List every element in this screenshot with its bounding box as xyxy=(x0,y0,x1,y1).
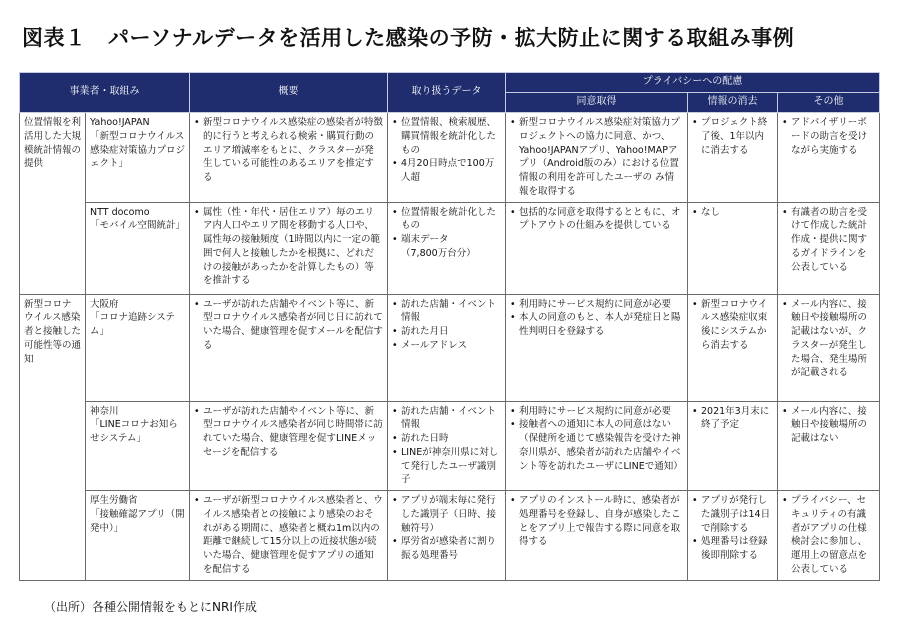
list-item: • アドバイザリーボードの助言を受けながら実施する xyxy=(782,116,875,157)
other-list xyxy=(782,494,875,577)
deletion-cell xyxy=(688,294,778,401)
overview-list xyxy=(194,116,383,185)
overview-list xyxy=(194,494,383,577)
other-cell xyxy=(778,113,880,203)
overview-list xyxy=(194,405,383,460)
other-list xyxy=(782,298,875,381)
table-row xyxy=(20,294,880,401)
data-list xyxy=(392,405,501,488)
overview-list xyxy=(194,206,383,289)
deletion-list xyxy=(692,298,773,353)
header-privacy: プライバシーへの配慮 xyxy=(506,73,880,93)
operator-cell: 神奈川 「LINEコロナお知らせシステム」 xyxy=(86,401,190,491)
list-item: • ユーザが新型コロナウイルス感染者と、ウイルス感染者との接触により感染のおそれがある期間に、感染者と概ね1m以内の距離で継続して15分以上の近接状態が続いた場合、健康管理を促すアプリの通知を配信する xyxy=(194,494,383,577)
list-item: • 包括的な同意を取得するとともに、オプトアウトの仕組みを提供している xyxy=(510,206,683,234)
consent-cell xyxy=(506,113,688,203)
list-item: • 位置情報を統計化したもの xyxy=(392,206,501,234)
consent-list xyxy=(510,405,683,474)
data-list xyxy=(392,494,501,563)
other-cell xyxy=(778,491,880,581)
case-table xyxy=(19,72,880,581)
overview-cell xyxy=(190,113,388,203)
list-item: • アプリが端末毎に発行した識別子（日時、接触符号） xyxy=(392,494,501,535)
list-item: • 訪れた日時 xyxy=(392,432,501,446)
list-item: • メール内容に、接触日や接触場所の記載はない xyxy=(782,405,875,446)
table-row xyxy=(20,491,880,581)
data-list xyxy=(392,206,501,261)
overview-list xyxy=(194,298,383,353)
other-cell xyxy=(778,401,880,491)
overview-cell xyxy=(190,491,388,581)
list-item: • 厚労省が感染者に割り振る処理番号 xyxy=(392,535,501,563)
overview-cell xyxy=(190,401,388,491)
list-item: • アプリが発行した識別子は14日で削除する xyxy=(692,494,773,535)
operator-cell: 厚生労働省 「接触確認アプリ（開発中）」 xyxy=(86,491,190,581)
consent-cell xyxy=(506,491,688,581)
deletion-cell xyxy=(688,491,778,581)
other-cell xyxy=(778,202,880,294)
operator-cell: NTT docomo 「モバイル空間統計」 xyxy=(86,202,190,294)
overview-cell xyxy=(190,294,388,401)
table-row xyxy=(20,401,880,491)
list-item: • 新型コロナウイルス感染症の感染者が特徴的に行うと考えられる検索・購買行動のエリア増減率をもとに、クラスターが発生している可能性のあるエリアを推定する xyxy=(194,116,383,185)
operator-cell: Yahoo!JAPAN 「新型コロナウイルス感染症対策協力プロジェクト」 xyxy=(86,113,190,203)
operator-cell: 大阪府 「コロナ追跡システム」 xyxy=(86,294,190,401)
list-item: • 端末データ （7,800万台分） xyxy=(392,233,501,261)
list-item: • 新型コロナウイルス感染症収束後にシステムから消去する xyxy=(692,298,773,353)
table-row xyxy=(20,113,880,203)
header-operator: 事業者・取組み xyxy=(20,73,190,113)
deletion-list xyxy=(692,116,773,157)
consent-list xyxy=(510,116,683,199)
other-list xyxy=(782,206,875,275)
other-list xyxy=(782,405,875,446)
header-deletion: 情報の消去 xyxy=(688,93,778,113)
list-item: • 処理番号は登録後即削除する xyxy=(692,535,773,563)
header-data: 取り扱うデータ xyxy=(388,73,506,113)
list-item: • アプリのインストール時に、感染者が処理番号を登録し、自身が感染したことをアプリ上で報告する際に同意を取得する xyxy=(510,494,683,549)
list-item: • 訪れた月日 xyxy=(392,325,501,339)
data-cell xyxy=(388,294,506,401)
data-cell xyxy=(388,491,506,581)
consent-list xyxy=(510,206,683,234)
list-item: • 接触者への通知に本人の同意はない（保健所を通じて感染報告を受けた神奈川県が、感染者が訪れた店舗やイベント等を訪れたユーザにLINEで通知） xyxy=(510,418,683,473)
deletion-list xyxy=(692,206,773,220)
list-item: • 位置情報、検索履歴、購買情報を統計化したもの xyxy=(392,116,501,157)
list-item: • 訪れた店舗・イベント情報 xyxy=(392,298,501,326)
overview-cell xyxy=(190,202,388,294)
deletion-cell xyxy=(688,401,778,491)
list-item: • 利用時にサービス規約に同意が必要 xyxy=(510,405,683,419)
deletion-cell xyxy=(688,113,778,203)
table-row xyxy=(20,202,880,294)
page-title: 図表１ パーソナルデータを活用した感染の予防・拡大防止に関する取組み事例 xyxy=(22,26,795,50)
list-item: • LINEが神奈川県に対して発行したユーザ識別子 xyxy=(392,446,501,487)
list-item: • プライバシー、セキュリティの有識者がアプリの仕様検討会に参加し、運用上の留意点を公表している xyxy=(782,494,875,577)
list-item: • メール内容に、接触日や接触場所の記載はないが、クラスターが発生した場合、発生場所が記載される xyxy=(782,298,875,381)
list-item: • 属性（性・年代・居住エリア）毎のエリア内人口やエリア間を移動する人口や、属性毎の接触頻度（1時間以内に一定の範囲で何人と接触したかを根拠に、どれだけの接触があったかを計算したもの）等を推計する xyxy=(194,206,383,289)
category-cell: 新型コロナウイルス感染者と接触した可能性等の通知 xyxy=(20,294,86,581)
other-list xyxy=(782,116,875,157)
list-item: • メールアドレス xyxy=(392,339,501,353)
header-other: その他 xyxy=(778,93,880,113)
list-item: • ユーザが訪れた店舗やイベント等に、新型コロナウイルス感染者が同じ日に訪れていた場合、健康管理を促すメールを配信する xyxy=(194,298,383,353)
list-item: • なし xyxy=(692,206,773,220)
source-note: （出所）各種公開情報をもとにNRI作成 xyxy=(44,600,257,614)
consent-list xyxy=(510,494,683,549)
list-item: • 訪れた店舗・イベント情報 xyxy=(392,405,501,433)
other-cell xyxy=(778,294,880,401)
deletion-list xyxy=(692,405,773,433)
data-list xyxy=(392,298,501,353)
consent-cell xyxy=(506,294,688,401)
list-item: • 新型コロナウイルス感染症対策協力プロジェクトへの協力に同意、かつ、Yahoo!JAPANアプリ、Yahoo!MAPアプリ（Android版のみ）における位置情報の利用を許可したユーザの み情報を取得する xyxy=(510,116,683,199)
consent-cell xyxy=(506,202,688,294)
data-cell xyxy=(388,113,506,203)
list-item: • 4月20日時点で100万人超 xyxy=(392,157,501,185)
consent-list xyxy=(510,298,683,339)
data-list xyxy=(392,116,501,185)
consent-cell xyxy=(506,401,688,491)
header-overview: 概要 xyxy=(190,73,388,113)
header-consent: 同意取得 xyxy=(506,93,688,113)
list-item: • 利用時にサービス規約に同意が必要 xyxy=(510,298,683,312)
deletion-list xyxy=(692,494,773,563)
list-item: • プロジェクト終了後、1年以内に消去する xyxy=(692,116,773,157)
list-item: • 2021年3月末に終了予定 xyxy=(692,405,773,433)
list-item: • 有識者の助言を受けて作成した統計作成・提供に関するガイドラインを公表している xyxy=(782,206,875,275)
category-cell: 位置情報を利活用した大規模統計情報の提供 xyxy=(20,113,86,295)
data-cell xyxy=(388,202,506,294)
deletion-cell xyxy=(688,202,778,294)
list-item: • 本人の同意のもと、本人が発症日と陽性判明日を登録する xyxy=(510,311,683,339)
list-item: • ユーザが訪れた店舗やイベント等に、新型コロナウイルス感染者が同じ時間帯に訪れていた場合、健康管理を促すLINEメッセージを配信する xyxy=(194,405,383,460)
data-cell xyxy=(388,401,506,491)
